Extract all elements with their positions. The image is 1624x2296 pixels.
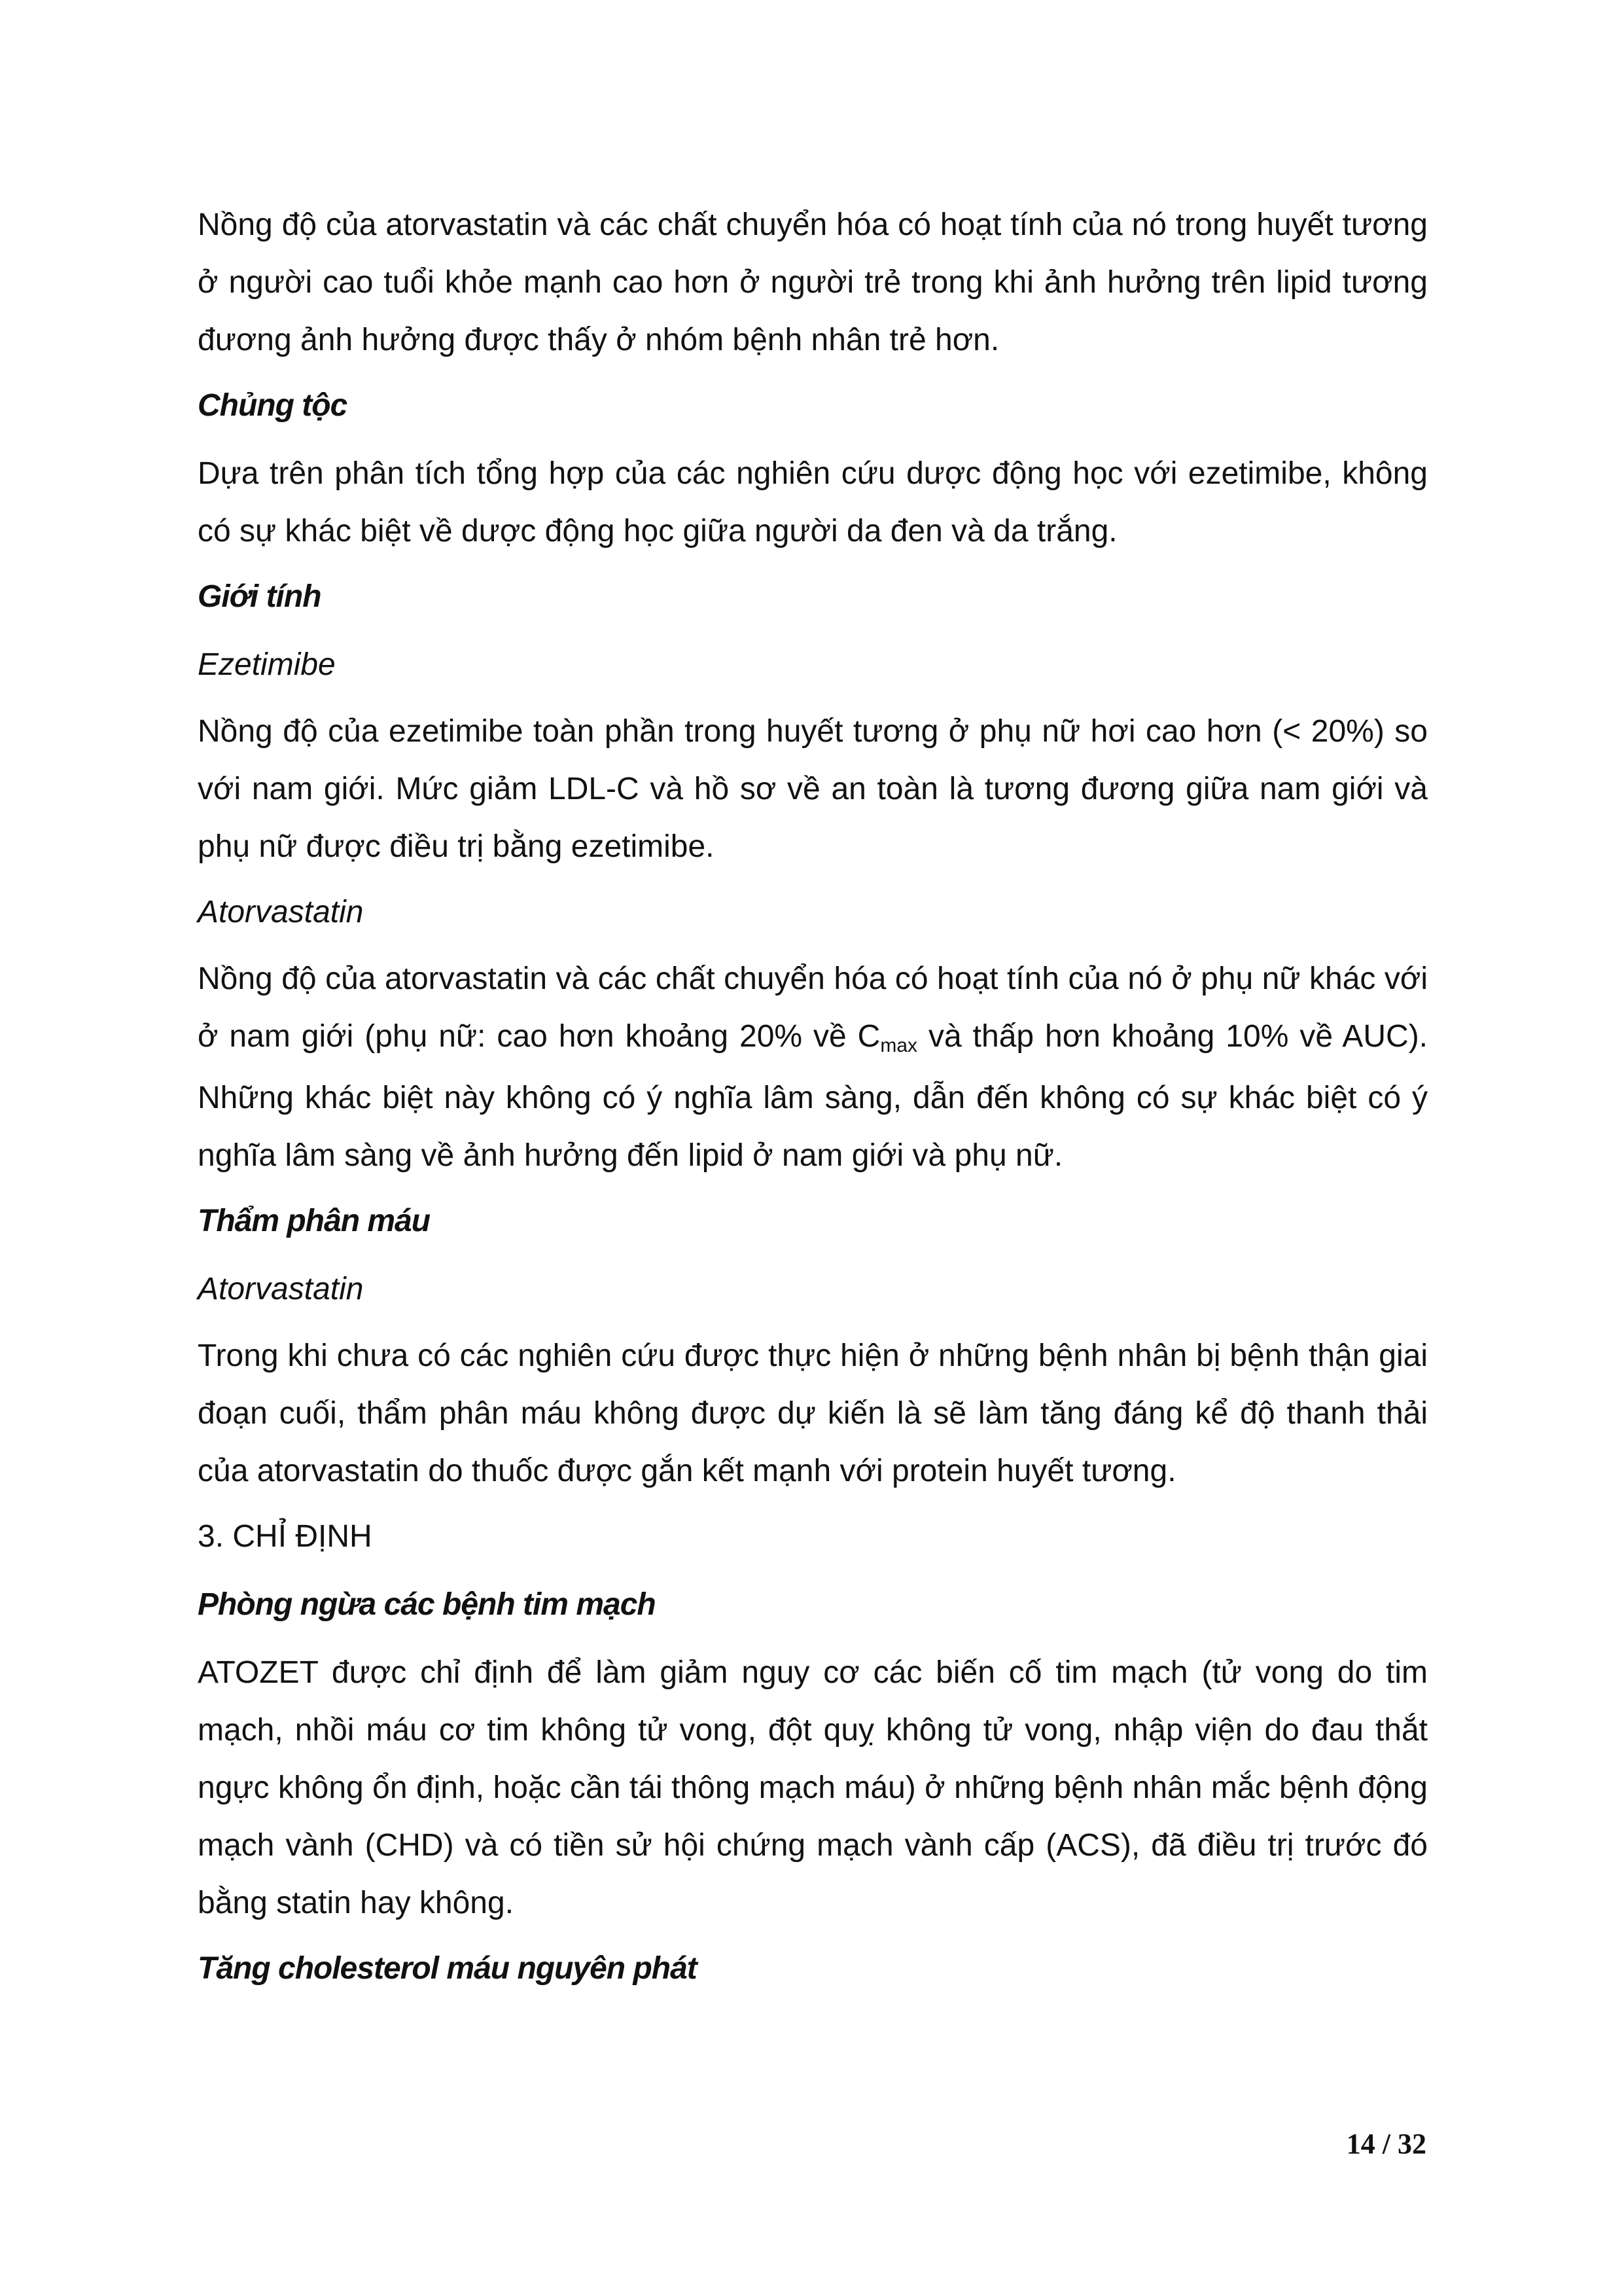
section-title-indications: 3. CHỈ ĐỊNH — [198, 1519, 372, 1554]
subheading-atorvastatin-gender: Atorvastatin — [198, 895, 364, 929]
subheading-ezetimibe: Ezetimibe — [198, 647, 336, 682]
subheading-atorvastatin-dialysis: Atorvastatin — [198, 1272, 364, 1306]
heading-gender: Giới tính — [198, 579, 321, 614]
page-content — [198, 196, 1428, 2008]
paragraph-race: Dựa trên phân tích tổng hợp của các nghiên cứu dược động học với ezetimibe, không có sự khác biệt về dược động học giữa người da đen và da trắng. — [198, 456, 1428, 548]
paragraph-atorvastatin-gender-part2: và thấp hơn khoảng 10% về AUC). Những khác biệt này không có ý nghĩa lâm sàng, dẫn đến không có sự khác biệt có ý nghĩa lâm sàng về ảnh hưởng đến lipid ở nam giới và phụ nữ. — [198, 1019, 1428, 1173]
paragraph-elderly: Nồng độ của atorvastatin và các chất chuyển hóa có hoạt tính của nó trong huyết tương ở người cao tuổi khỏe mạnh cao hơn ở người trẻ trong khi ảnh hưởng trên lipid tương đương ảnh hưởng được thấy ở nhóm bệnh nhân trẻ hơn. — [198, 207, 1428, 357]
paragraph-hemodialysis: Trong khi chưa có các nghiên cứu được thực hiện ở những bệnh nhân bị bệnh thận giai đoạn cuối, thẩm phân máu không được dự kiến là sẽ làm tăng đáng kể độ thanh thải của atorvastatin do thuốc được gắn kết mạnh với protein huyết tương. — [198, 1338, 1428, 1488]
heading-race: Chủng tộc — [198, 388, 347, 423]
paragraph-atorvastatin-gender — [198, 950, 1428, 1185]
page-number: 14 / 32 — [1346, 2128, 1426, 2160]
heading-hypercholesterolemia: Tăng cholesterol máu nguyên phát — [198, 1951, 697, 1986]
paragraph-cardiovascular: ATOZET được chỉ định để làm giảm nguy cơ các biến cố tim mạch (tử vong do tim mạch, nhồi máu cơ tim không tử vong, đột quỵ không tử vong, nhập viện do đau thắt ngực không ổn định, hoặc cần tái thông mạch máu) ở những bệnh nhân mắc bệnh động mạch vành (CHD) và có tiền sử hội chứng mạch vành cấp (ACS), đã điều trị trước đó bằng statin hay không. — [198, 1655, 1428, 1920]
paragraph-atorvastatin-gender-part1: Nồng độ của atorvastatin và các chất chuyển hóa có hoạt tính của nó ở phụ nữ khác với ở nam giới (phụ nữ: cao hơn khoảng 20% về C — [198, 961, 1428, 1054]
heading-cardiovascular: Phòng ngừa các bệnh tim mạch — [198, 1587, 656, 1622]
cmax-subscript: max — [880, 1035, 918, 1056]
heading-hemodialysis: Thẩm phân máu — [198, 1204, 431, 1238]
paragraph-ezetimibe-gender: Nồng độ của ezetimibe toàn phần trong huyết tương ở phụ nữ hơi cao hơn (< 20%) so với nam giới. Mức giảm LDL-C và hồ sơ về an toàn là tương đương giữa nam giới và phụ nữ được điều trị bằng ezetimibe. — [198, 714, 1428, 864]
